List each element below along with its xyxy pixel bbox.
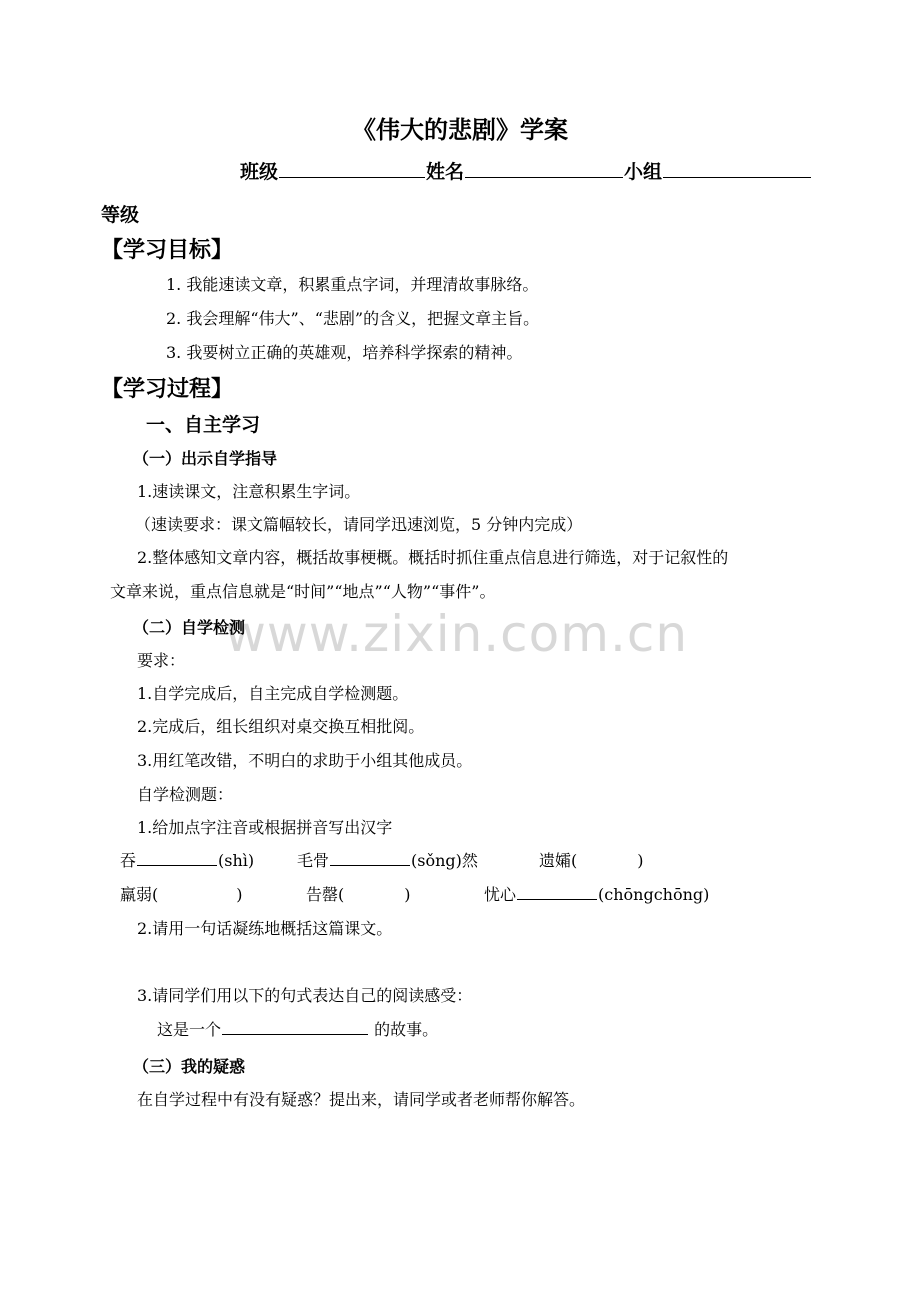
word-char: 吞 [120,851,137,870]
word-pinyin: (shì) [218,851,255,870]
answer-blank[interactable] [222,1033,368,1035]
word-pinyin: (chōngchōng) [598,885,710,904]
question-2: 2.请用一句话凝练地概括这篇课文。 [137,919,393,938]
watermark: www.zixin.com.cn [225,605,689,663]
objective-item: 2. 我会理解“伟大”、“悲剧”的含义，把握文章主旨。 [166,309,540,328]
name-blank[interactable] [465,176,623,178]
requirement-item: 2.完成后，组长组织对桌交换互相批阅。 [137,717,425,736]
guide-line: （速读要求：课文篇幅较长，请同学迅速浏览，5 分钟内完成） [135,515,583,534]
guide-line: 文章来说，重点信息就是“时间”“地点”“人物”“事件”。 [110,582,496,601]
doubts-text: 在自学过程中有没有疑惑？提出来，请同学或者老师帮你解答。 [137,1090,586,1109]
subsection-heading: （二）自学检测 [133,618,246,637]
question-3: 3.请同学们用以下的句式表达自己的阅读感受： [137,986,473,1005]
group-blank[interactable] [663,176,811,178]
requirement-item: 3.用红笔改错，不明白的求助于小组其他成员。 [137,751,473,770]
word-item [120,885,243,905]
objectives-heading: 【学习目标】 [101,238,234,263]
group-label: 小组 [624,161,663,183]
word-paren: ) [404,885,411,904]
objective-item: 1. 我能速读文章，积累重点字词，并理清故事脉络。 [166,275,539,294]
guide-line: 1.速读课文，注意积累生字词。 [137,482,361,501]
word-char: 羸弱( [120,885,159,904]
word-char: 忧心 [484,885,517,904]
page-title: 《伟大的悲剧》学案 [352,116,568,144]
pattern-end: 的故事。 [369,1020,439,1039]
name-label: 姓名 [426,161,465,183]
subsection-heading: （三）我的疑惑 [133,1057,246,1076]
sentence-pattern [157,1020,438,1040]
info-line [240,157,812,184]
word-item [306,885,411,905]
grade-label: 等级 [101,204,140,226]
questions-label: 自学检测题： [137,785,234,804]
requirement-item: 1.自学完成后，自主完成自学检测题。 [137,684,409,703]
pattern-start: 这是一个 [157,1020,222,1039]
word-char: 毛骨 [297,851,330,870]
word-paren: ) [637,851,644,870]
word-item [297,851,478,871]
process-heading: 【学习过程】 [101,377,234,402]
answer-blank[interactable] [330,864,410,866]
answer-blank[interactable] [517,898,597,900]
word-pinyin: (sǒng)然 [411,851,478,870]
class-blank[interactable] [279,176,425,178]
question-1: 1.给加点字注音或根据拼音写出汉字 [137,818,393,837]
word-item [539,851,644,871]
answer-blank[interactable] [137,864,217,866]
subsection-heading: （一）出示自学指导 [133,449,278,468]
objective-item: 3. 我要树立正确的英雄观，培养科学探索的精神。 [166,343,523,362]
word-char: 告罄( [306,885,345,904]
guide-line: 2.整体感知文章内容，概括故事梗概。概括时抓住重点信息进行筛选，对于记叙性的 [137,548,729,567]
word-char: 遗孀( [539,851,578,870]
requirements-label: 要求： [137,651,186,670]
class-label: 班级 [240,161,279,183]
word-item [120,851,254,871]
word-paren: ) [236,885,243,904]
word-item [484,885,709,905]
section-heading: 一、自主学习 [146,414,261,436]
